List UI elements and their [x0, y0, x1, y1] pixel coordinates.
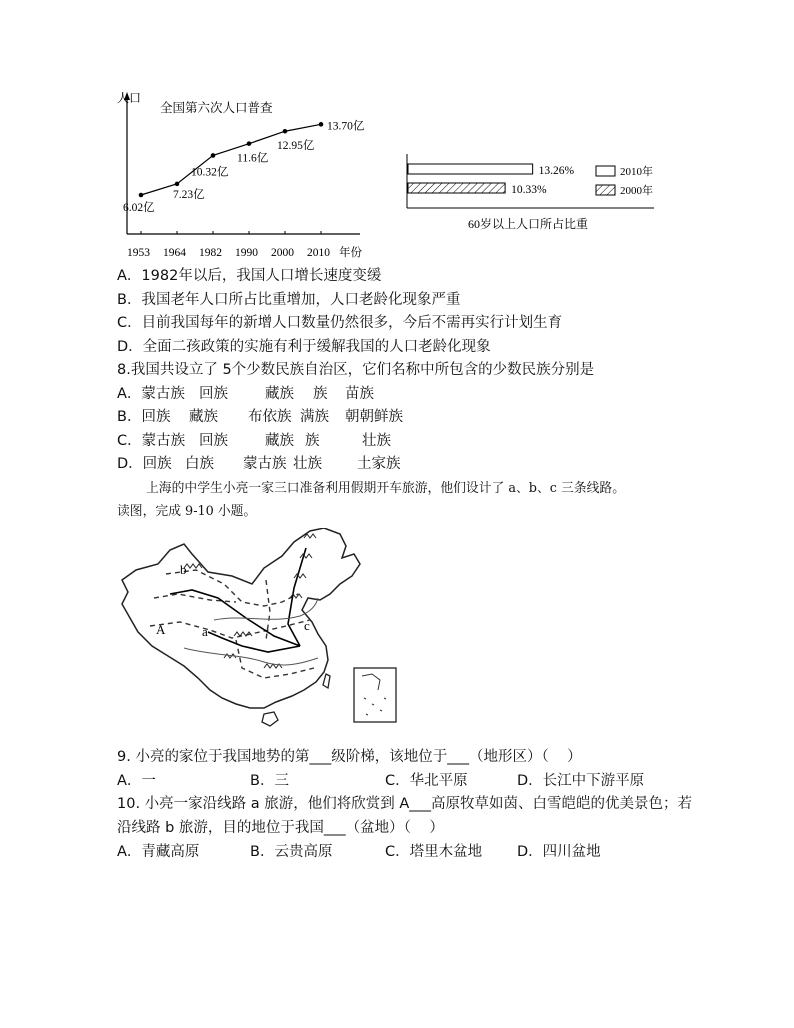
x-axis-label: 年份: [339, 247, 362, 259]
q7-option-c: C．目前我国每年的新增人口数量仍然很多，今后不需再实行计划生育: [117, 315, 563, 331]
map-label-a: a: [202, 624, 208, 639]
data-point-2010: [319, 122, 324, 127]
x-tick-1990: 1990: [235, 247, 258, 259]
q9-options: [117, 771, 677, 791]
data-point-1953: [139, 193, 144, 198]
taiwan-island: [323, 674, 330, 688]
map-label-c: c: [304, 618, 310, 633]
q9-option-b: B．三: [250, 773, 289, 789]
q9-stem: 9. 小亮的家位于我国地势的第___级阶梯，该地位于___（地形区）（ ）: [117, 749, 582, 765]
china-route-map: [114, 528, 414, 732]
bar-2010-value-label: 13.26%: [538, 165, 575, 177]
q8-a-3: 藏族: [265, 386, 294, 402]
q7-option-a: A．1982年以后，我国人口增长速度变缓: [117, 268, 382, 284]
q8-option-d: [117, 454, 677, 474]
q8-a-1: A．蒙古族: [117, 386, 185, 402]
q8-c-3: 藏族: [265, 433, 294, 449]
q8-d-3: 蒙古族: [243, 456, 287, 472]
data-label-1990: 11.6亿: [237, 152, 269, 165]
chart-title: 全国第六次人口普查: [160, 101, 273, 115]
q8-d-5: 土家族: [357, 456, 401, 472]
q10-option-c: C．塔里木盆地: [385, 844, 483, 860]
map-label-A: A: [156, 622, 166, 637]
legend-swatch-2010: [596, 166, 615, 176]
q8-b-5: 朝朝鲜族: [345, 409, 403, 425]
bar-2010: [408, 164, 533, 174]
bar-2000: [408, 183, 505, 193]
bar-2000-value-label: 10.33%: [511, 184, 547, 196]
q8-c-1: C．蒙古族: [117, 433, 186, 449]
data-label-1953: 6.02亿: [123, 202, 155, 214]
q7-option-d: D．全面二孩政策的实施有利于缓解我国的人口老龄化现象: [117, 339, 491, 355]
map-label-b: b: [180, 562, 187, 577]
q8-b-1: B．回族: [117, 409, 171, 425]
q8-option-b: [117, 407, 677, 427]
q10-options: [117, 842, 677, 862]
population-line-chart: [112, 88, 394, 266]
q8-c-4: 族: [305, 433, 320, 449]
q9-option-d: D．长江中下游平原: [517, 773, 645, 789]
bar-chart-caption: 60岁以上人口所占比重: [468, 217, 589, 231]
province-borders: [150, 570, 314, 678]
q10-stem-line-2: 沿线路 b 旅游，目的地位于我国___（盆地）（ ）: [117, 820, 444, 836]
q10-option-b: B．云贵高原: [250, 844, 333, 860]
data-label-2000: 12.95亿: [277, 140, 315, 153]
data-label-1982: 10.32亿: [191, 166, 229, 179]
hainan-island: [262, 712, 278, 726]
q8-d-2: 白族: [185, 456, 214, 472]
q8-c-5: 壮族: [362, 433, 391, 449]
q8-a-2: 回族: [199, 386, 228, 402]
data-point-1990: [247, 141, 252, 146]
q8-option-a: [117, 384, 677, 404]
data-point-1964: [175, 182, 180, 187]
intro-line-1: 上海的中学生小亮一家三口准备利用假期开车旅游，他们设计了 a、b、c 三条线路。: [146, 481, 626, 496]
q8-d-1: D．回族: [117, 456, 172, 472]
q8-b-3: 布依族: [248, 409, 292, 425]
data-label-1964: 7.23亿: [173, 188, 205, 201]
inset-coast: [362, 674, 386, 715]
x-tick-2000: 2000: [271, 247, 294, 259]
q8-option-c: [117, 431, 677, 451]
q7-option-b: B．我国老年人口所占比重增加，人口老龄化现象严重: [117, 292, 461, 308]
data-label-2010: 13.70亿: [327, 120, 365, 133]
data-point-2000: [283, 129, 288, 134]
legend-label-2000: 2000年: [620, 185, 653, 197]
x-tick-1964: 1964: [163, 247, 186, 259]
q9-option-c: C．华北平原: [385, 773, 468, 789]
q8-stem: 8.我国共设立了 5个少数民族自治区，它们名称中所包含的少数民族分别是: [117, 362, 595, 378]
legend-label-2010: 2010年: [620, 166, 653, 178]
elderly-ratio-bar-chart: [404, 150, 666, 236]
data-point-1982: [211, 153, 216, 158]
q9-option-a: A．一: [117, 773, 156, 789]
q10-stem-line-1: 10. 小亮一家沿线路 a 旅游，他们将欣赏到 A___高原牧草如茵、白雪皑皑的优美景色；若: [117, 796, 693, 812]
y-axis-label: 人口: [117, 91, 142, 105]
q10-option-a: A．青藏高原: [117, 844, 200, 860]
q8-a-5: 苗族: [345, 386, 374, 402]
q8-d-4: 壮族: [293, 456, 322, 472]
legend-swatch-2000: [596, 185, 615, 195]
q8-b-4: 满族: [300, 409, 329, 425]
series-line: [141, 124, 321, 195]
intro-line-2: 读图，完成 9-10 小题。: [117, 504, 257, 519]
x-tick-1953: 1953: [127, 247, 150, 259]
q8-a-4: 族: [313, 386, 328, 402]
x-tick-2010: 2010: [307, 247, 330, 259]
q8-b-2: 藏族: [189, 409, 218, 425]
q8-c-2: 回族: [199, 433, 228, 449]
q10-option-d: D．四川盆地: [517, 844, 601, 860]
x-tick-1982: 1982: [199, 247, 222, 259]
